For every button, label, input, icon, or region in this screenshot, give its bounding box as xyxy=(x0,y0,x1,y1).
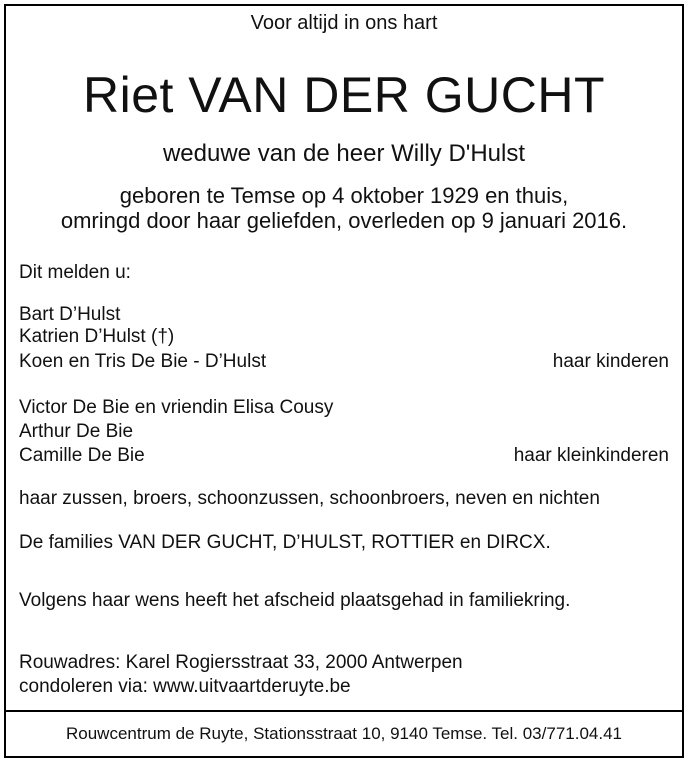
grandchild-name: Arthur De Bie xyxy=(19,421,134,442)
child-name: Koen en Tris De Bie - D’Hulst xyxy=(19,351,267,372)
intro-text: Dit melden u: xyxy=(19,262,131,283)
birth-death-text xyxy=(6,183,682,233)
widow-of: weduwe van de heer Willy D'Hulst xyxy=(162,140,526,167)
grandchild-name: Camille De Bie xyxy=(19,445,145,466)
funeral-home-footer: Rouwcentrum de Ruyte, Stationsstraat 10, 9140 Temse. Tel. 03/771.04.41 xyxy=(66,724,622,743)
relatives-text: haar zussen, broers, schoonzussen, schoonbroers, neven en nichten xyxy=(19,488,600,509)
obituary-card xyxy=(4,4,684,758)
born-line: geboren te Temse op 4 oktober 1929 en thuis, xyxy=(119,183,569,208)
footer-divider xyxy=(6,710,682,712)
grandchildren-label: haar kleinkinderen xyxy=(513,445,669,466)
deceased-name: Riet VAN DER GUCHT xyxy=(82,67,605,123)
child-name: Katrien D’Hulst (†) xyxy=(19,326,175,347)
child-name: Bart D’Hulst xyxy=(19,304,121,325)
condolence-link[interactable]: condoleren via: www.uitvaartderuyte.be xyxy=(19,676,351,697)
died-line: omringd door haar geliefden, overleden op 9 januari 2016. xyxy=(60,208,628,233)
mourning-address: Rouwadres: Karel Rogiersstraat 33, 2000 Antwerpen xyxy=(19,652,463,673)
grandchild-name: Victor De Bie en vriendin Elisa Cousy xyxy=(19,397,334,418)
children-label: haar kinderen xyxy=(552,351,669,372)
families-text: De families VAN DER GUCHT, D’HULST, ROTTIER en DIRCX. xyxy=(19,532,551,553)
motto: Voor altijd in ons hart xyxy=(250,12,438,34)
wish-text: Volgens haar wens heeft het afscheid plaatsgehad in familiekring. xyxy=(19,590,571,611)
